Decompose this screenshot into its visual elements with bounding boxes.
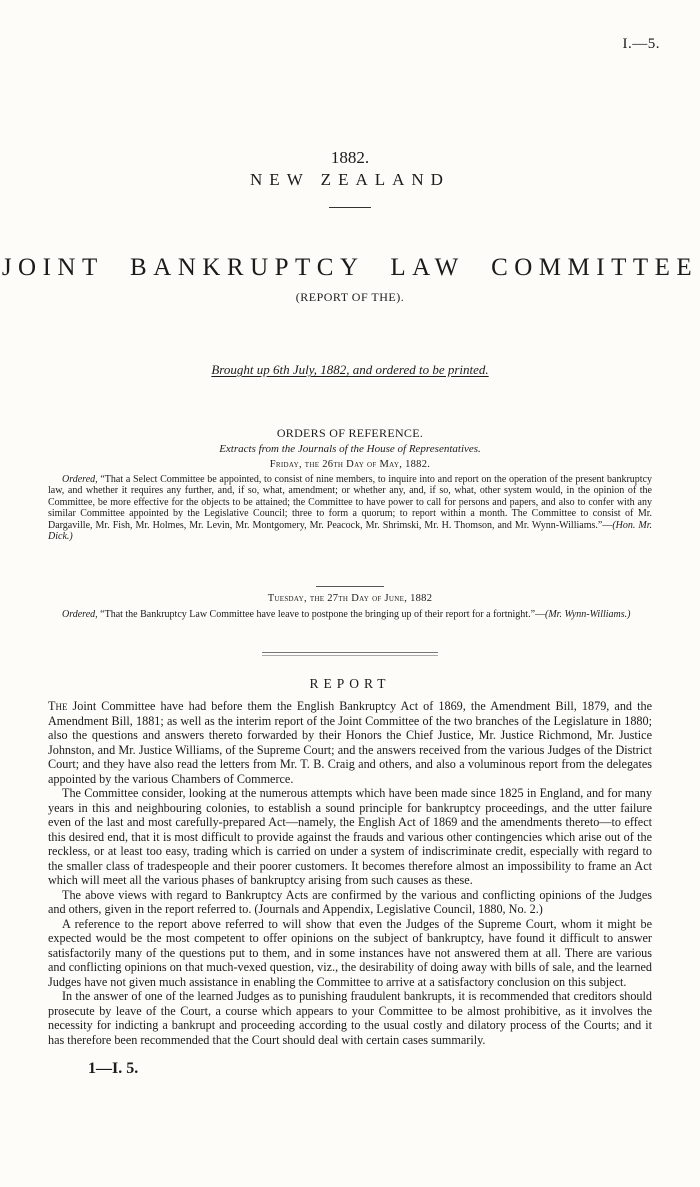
order-1-paragraph <box>48 474 652 542</box>
signature-mark: 1—I. 5. <box>88 1060 139 1077</box>
report-paragraph <box>48 699 652 786</box>
country-heading: NEW ZEALAND <box>250 170 450 189</box>
order-date-1: Friday, the 26th Day of May, 1882. <box>269 459 431 470</box>
report-paragraph: The Committee consider, looking at the numerous attempts which have been made since 1825 in England, and for many years in this and neighbouring colonies, to establish a sound principle for bankruptcy proceedings, and the utter failure even of the last and most carefully-prepared Act—namely, the English Act of 1869 and the amendments thereto—to effect this desired end, that it is most difficult to provide against the frauds and various other contingencies which arise out of the reckless, or at least too easy, trading which is carried on under a system of indiscriminate credit, especially with regard to the smaller class of tradespeople and their poorer customers. It becomes therefore almost an impossibility to frame an Act which will meet all the various phases of bankruptcy arising from such causes as these. <box>48 786 652 887</box>
order-2-text: “That the Bankruptcy Law Committee have leave to postpone the bringing up of their report for a fortnight.”— <box>100 609 546 620</box>
divider-rule <box>329 207 371 208</box>
report-paragraph-text: Joint Committee have had before them the English Bankruptcy Act of 1869, the Amendment Bill, 1879, and the Amendment Bill, 1881; as well as the interim report of the Joint Committee of the two branches of the Legislature in 1880; also the questions and answers thereto forwarded by their Honors the Chief Justice, Mr. Justice Richmond, Mr. Justice Johnston, and Mr. Justice Williams, of the Supreme Court; and the answers received from the various Judges of the District Court; and they have also read the letters from Mr. T. B. Craig and others, and also a voluminous report from the delegates appointed by the various Chambers of Commerce. <box>48 699 652 786</box>
order-1-text: “That a Select Committee be appointed, to consist of nine members, to inquire into and report on the operation of the present bankruptcy law, and whether it requires any further, and, if so, what, amendment; or whether any, and, if so, what, other system would, in the opinion of the Committee, be more effective for the objects to be attained; the Committee to have power to call for persons and papers, and also to confer with any similar Committee appointed by the Legislative Council; three to form a quorum; to report within a month. The Committee to consist of Mr. Dargaville, Mr. Fish, Mr. Holmes, Mr. Levin, Mr. Montgomery, Mr. Peacock, Mr. Shrimski, Mr. H. Thomson, and Mr. Wynn-Williams.”— <box>48 474 653 531</box>
order-date-2: Tuesday, the 27th Day of June, 1882 <box>267 593 433 604</box>
document-year: 1882. <box>330 148 370 167</box>
brought-up-text: Brought up 6th July, 1882, and ordered to be printed. <box>211 362 489 377</box>
page-reference: I.—5. <box>622 36 660 52</box>
report-paragraph: A reference to the report above referred to will show that even the Judges of the Supreme Court, whom it might be expected would be the most competent to offer opinions on the subject of bankruptcy, have found it difficult to answer satisfactorily many of the questions put to them, and in some instances have not answered them at all. There are various and conflicting opinions on that much-vexed question, viz., the desirability of doing away with bills of sale, and the learned Judges have not given much assistance in enabling the Committee to arrive at a satisfactory conclusion on this subject. <box>48 916 652 989</box>
order-1-mover: (Hon. Mr. Dick.) <box>48 519 652 543</box>
extracts-subheading: Extracts from the Journals of the House of Representatives. <box>219 443 481 455</box>
divider-rule <box>262 655 438 656</box>
report-paragraph: The above views with regard to Bankruptcy Acts are confirmed by the various and conflicting opinions of the Judges and others, given in the report referred to. (Journals and Appendix, Legislative Council, 1880, No. 2.) <box>48 887 652 916</box>
order-1-label: Ordered, <box>62 474 98 485</box>
order-2-paragraph <box>48 609 652 620</box>
report-paragraph: In the answer of one of the learned Judges as to punishing fraudulent bankrupts, it is recommended that creditors should prosecute by leave of the Court, a course which appears to your Committee to be almost prohibitive, as it involves the necessity for indicting a bankrupt and proceeding according to the usual costly and dilatory process of the Courts; and it has therefore been recommended that the Court should deal with certain cases summarily. <box>48 989 652 1047</box>
divider-rule <box>262 652 438 653</box>
report-lead-word: The <box>48 699 68 713</box>
page-title: JOINT BANKRUPTCY LAW COMMITTEE <box>1 254 699 281</box>
order-2-label: Ordered, <box>62 609 98 620</box>
orders-heading: ORDERS OF REFERENCE. <box>276 426 424 440</box>
divider-rule <box>316 586 384 587</box>
brought-up-note <box>0 362 700 378</box>
page-subtitle: (REPORT OF THE). <box>295 290 405 304</box>
order-2-mover: (Mr. Wynn-Williams.) <box>545 609 631 620</box>
report-body <box>48 699 652 1047</box>
report-heading: REPORT <box>309 676 391 691</box>
